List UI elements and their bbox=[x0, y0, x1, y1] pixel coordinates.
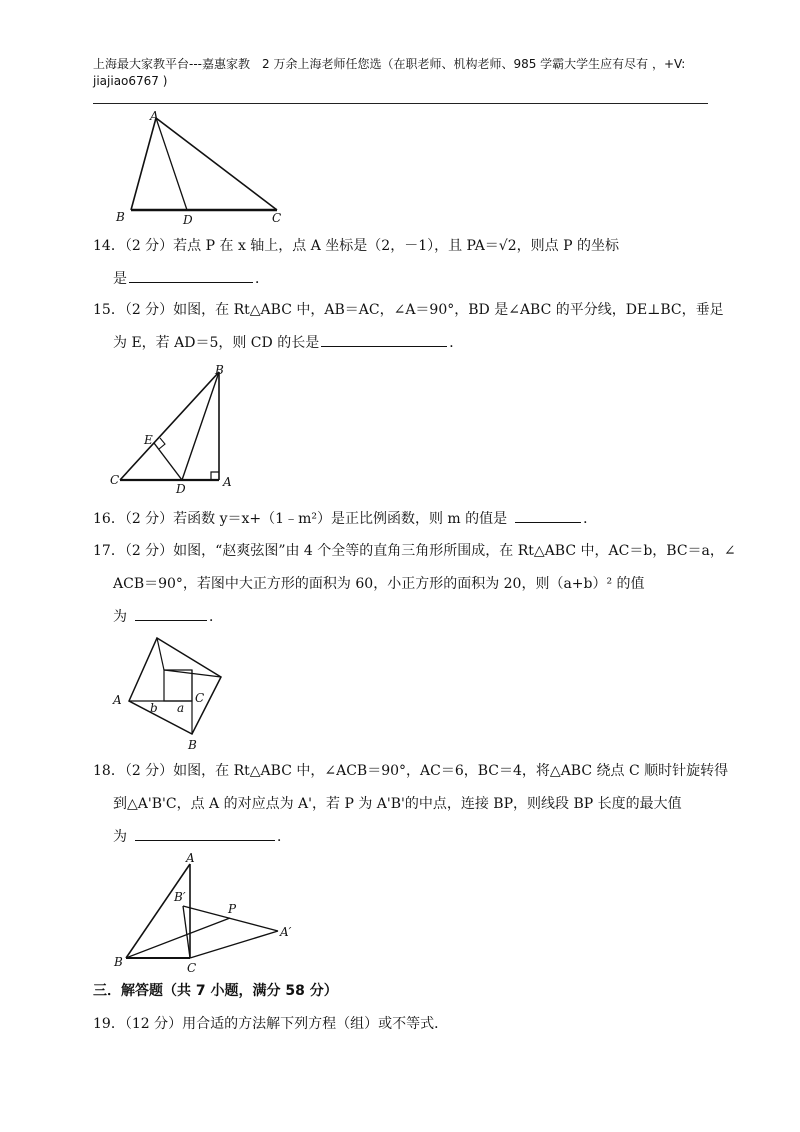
fig18-label-b: B bbox=[114, 955, 123, 969]
fig13-label-b: B bbox=[116, 210, 125, 224]
fig15-label-e: E bbox=[144, 433, 153, 447]
header-divider bbox=[93, 103, 708, 104]
fig18-label-p: P bbox=[228, 902, 237, 916]
q14-suffix: ． bbox=[255, 271, 269, 287]
fig13-label-c: C bbox=[272, 211, 282, 225]
question-18 bbox=[93, 755, 729, 854]
figure-zhao-shuang-diagram bbox=[110, 630, 235, 755]
question-14 bbox=[93, 230, 708, 296]
fig18-label-a-prime: A′ bbox=[280, 925, 292, 939]
q16-prefix: 16．（2 分）若函数 y＝x+（1﹣m²）是正比例函数，则 m 的值是 bbox=[93, 511, 508, 527]
q18-answer-blank[interactable] bbox=[135, 826, 275, 841]
q18-line-1: 18．（2 分）如图，在 Rt△ABC 中，∠ACB＝90°，AC＝6，BC＝4，将△ABC 绕点 C 顺时针旋转得 bbox=[93, 763, 729, 779]
q15-answer-blank[interactable] bbox=[321, 332, 447, 347]
header-line-1: 上海最大家教平台---嘉惠家教 2 万余上海老师任您选（在职老师、机构老师、985 学霸大学生应有尽有 ，+V: bbox=[93, 57, 686, 71]
fig18-label-c: C bbox=[187, 961, 197, 975]
q16-answer-blank[interactable] bbox=[515, 508, 581, 523]
question-15 bbox=[93, 294, 724, 360]
fig15-label-d: D bbox=[176, 482, 186, 495]
q14-line-1: 14．（2 分）若点 P 在 x 轴上，点 A 坐标是（2，－1），且 PA＝√2，则点 P 的坐标 bbox=[93, 238, 619, 254]
fig18-label-b-prime: B′ bbox=[174, 890, 186, 904]
q18-prefix: 为 bbox=[113, 829, 127, 845]
q17-line-2: ACB＝90°，若图中大正方形的面积为 60，小正方形的面积为 20，则（a+b）² 的值 bbox=[113, 576, 645, 592]
q15-line-1: 15．（2 分）如图，在 Rt△ABC 中，AB＝AC，∠A＝90°，BD 是∠ABC 的平分线，DE⊥BC，垂足 bbox=[93, 302, 724, 318]
q17-suffix: ． bbox=[209, 609, 223, 625]
fig13-label-a: A bbox=[150, 109, 159, 123]
q17-answer-blank[interactable] bbox=[135, 606, 207, 621]
q17-line-1: 17．（2 分）如图，“赵爽弦图”由 4 个全等的直角三角形所围成，在 Rt△ABC 中，AC＝b，BC＝a，∠ bbox=[93, 543, 736, 559]
figure-rotation-triangles bbox=[110, 850, 310, 975]
q15-prefix: 为 E，若 AD＝5，则 CD 的长是 bbox=[113, 335, 320, 351]
q14-answer-blank[interactable] bbox=[129, 268, 253, 283]
fig17-label-c: C bbox=[195, 691, 205, 705]
fig17-label-a: A bbox=[113, 693, 122, 707]
q18-line-2: 到△A'B'C，点 A 的对应点为 A'，若 P 为 A'B'的中点，连接 BP，则线段 BP 长度的最大值 bbox=[113, 796, 682, 812]
figure-right-triangle-bisector bbox=[108, 360, 248, 495]
question-19 bbox=[93, 1008, 708, 1041]
q14-line-2 bbox=[93, 263, 708, 296]
fig15-label-a: A bbox=[223, 475, 232, 489]
fig17-label-a-lower: a bbox=[177, 701, 185, 715]
header-line-2: jiajiao6767 ) bbox=[93, 74, 168, 88]
fig18-label-a: A bbox=[186, 851, 195, 865]
q17-prefix: 为 bbox=[113, 609, 127, 625]
fig17-label-b: B bbox=[188, 738, 197, 752]
q15-suffix: ． bbox=[449, 335, 464, 351]
fig13-label-d: D bbox=[183, 213, 193, 227]
q15-line-2 bbox=[93, 327, 708, 360]
q16-suffix: ． bbox=[583, 511, 598, 527]
fig15-label-c: C bbox=[110, 473, 120, 487]
section-heading-3: 三．解答题（共 7 小题，满分 58 分） bbox=[93, 983, 338, 999]
q14-prefix: 是 bbox=[113, 271, 127, 287]
q16-line-1 bbox=[93, 503, 708, 536]
fig15-label-b: B bbox=[215, 363, 224, 377]
figure-triangle-abc-d bbox=[110, 108, 290, 228]
q18-suffix: ． bbox=[277, 829, 291, 845]
q19-line-1: 19．（12 分）用合适的方法解下列方程（组）或不等式． bbox=[93, 1016, 449, 1032]
page-header bbox=[93, 56, 708, 90]
question-17 bbox=[93, 535, 736, 634]
question-16 bbox=[93, 503, 708, 536]
fig17-label-b-lower: b bbox=[150, 701, 158, 715]
